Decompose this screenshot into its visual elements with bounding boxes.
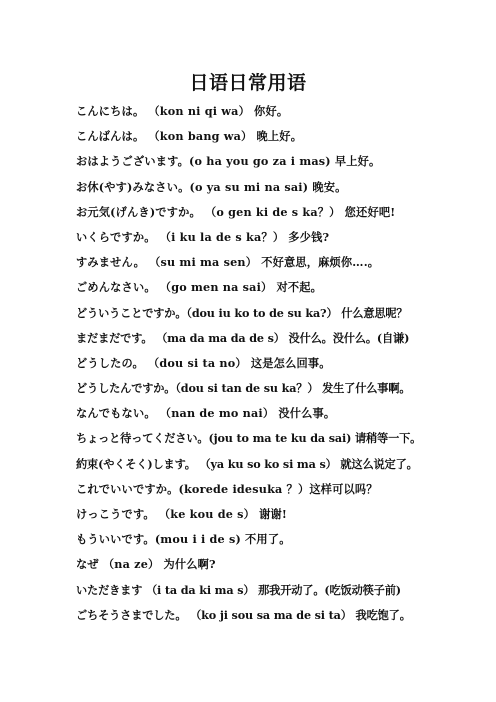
phrase-line: いただきます （i ta da ki ma s） 那我开动了。(吃饭动筷子前) (76, 582, 401, 597)
phrase-line: ちょっと待ってください。(jou to ma te ku da sai) 请稍等一下。 (76, 431, 422, 446)
phrase-list (76, 99, 436, 628)
phrase-line: けっこうです。 （ke kou de s） 谢谢! (76, 507, 288, 521)
phrase-line: お休(やす)みなさい。(o ya su mi na sai) 晚安。 (76, 179, 347, 194)
phrase-line: どうしたんですか。（dou si tan de su ka？） 发生了什么事啊。 (76, 381, 411, 396)
phrase-line: ごめんなさい。 （go men na sai） 对不起。 (76, 280, 323, 295)
document-title: 日语日常用语 (189, 72, 307, 94)
phrase-line: ごちそうさまでした。 （ko ji sou sa ma de si ta） 我吃饱了。 (76, 607, 411, 622)
phrase-line: こんばんは。 （kon bang wa） 晚上好。 (76, 129, 303, 144)
phrase-line: おはようございます。(o ha you go za i mas) 早上好。 (76, 154, 381, 169)
phrase-line: どういうことですか。（dou iu ko to de su ka?） 什么意思呢？ (76, 305, 408, 320)
phrase-line: これでいいですか。(korede idesuka ？）这样可以吗？ (76, 481, 378, 496)
phrase-line: なんでもない。 （nan de mo nai） 没什么事。 (76, 406, 336, 421)
phrase-line: お元気(げんき)ですか。 （o gen ki de s ka？） 您还好吧! (76, 204, 396, 219)
phrase-line: まだまだです。 （ma da ma da de s） 没什么。没什么。(自谦) (76, 330, 410, 345)
phrase-line: もういいです。(mou i i de s) 不用了。 (76, 532, 291, 547)
phrase-line: いくらですか。 （i ku la de s ka？） 多少钱? (76, 229, 330, 244)
phrase-line: 約束(やくそく)します。 （ya ku so ko si ma s） 就这么说定了。 (76, 456, 418, 471)
phrase-line: なぜ （na ze） 为什么啊? (76, 557, 216, 572)
phrase-line: こんにちは。 （kon ni qi wa） 你好。 (76, 104, 289, 118)
phrase-line: どうしたの。 （dou si ta no） 这是怎么回事。 (76, 355, 331, 370)
phrase-line: すみません。 （su mi ma sen） 不好意思，麻烦你….。 (76, 255, 380, 270)
